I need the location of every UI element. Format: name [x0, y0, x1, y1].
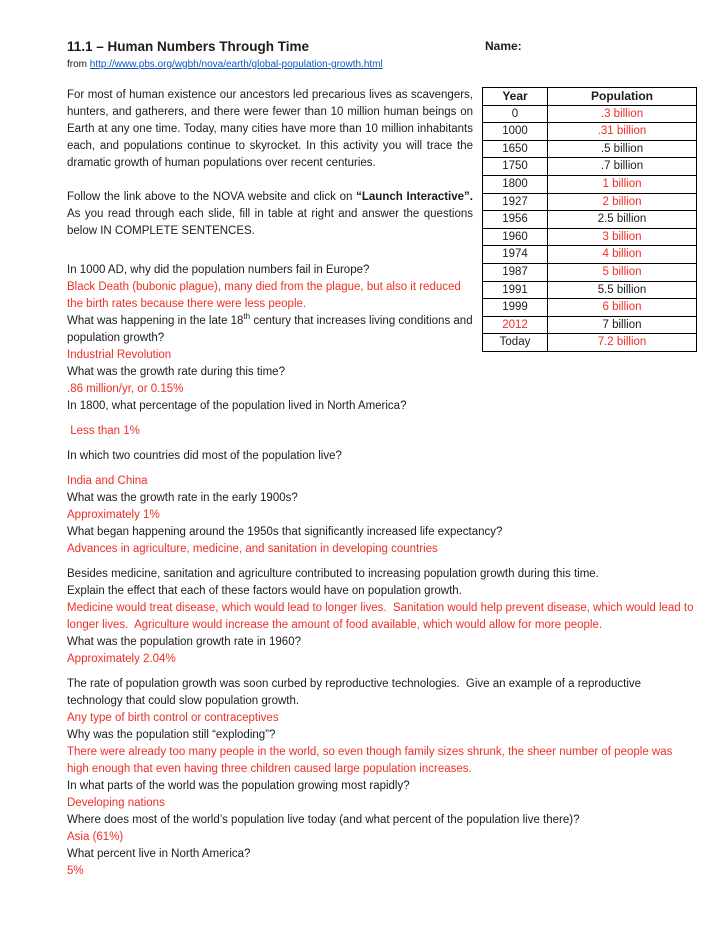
text-segment: 5%	[67, 865, 84, 877]
text-segment: Besides medicine, sanitation and agriculture contributed to increasing population growth during this time.	[67, 568, 599, 580]
population-cell: 3 billion	[548, 228, 697, 246]
year-cell: Today	[483, 334, 548, 352]
answer-text	[67, 795, 697, 812]
text-segment: In which two countries did most of the population live?	[67, 450, 342, 462]
text-segment: The rate of population growth was soon curbed by reproductive technologies. Give an example of a reproductive technology that could slow population growth.	[67, 678, 645, 707]
answer-text	[67, 600, 697, 634]
text-segment: In what parts of the world was the population growing most rapidly?	[67, 780, 410, 792]
text-segment: What was the growth rate during this time?	[67, 366, 285, 378]
population-cell: .5 billion	[548, 140, 697, 158]
question-text	[67, 398, 697, 415]
name-label: Name:	[485, 39, 522, 53]
table-header-row	[483, 88, 697, 106]
text-segment: Medicine would treat disease, which would lead to longer lives. Sanitation would help prevent disease, which would lead to longer lives. Agriculture would increase the amount of food available, which would allow for more people.	[67, 602, 697, 631]
text-segment: Any type of birth control or contraceptives	[67, 712, 279, 724]
year-cell: 1987	[483, 263, 548, 281]
year-cell: 1960	[483, 228, 548, 246]
text-segment: What was the population growth rate in 1960?	[67, 636, 301, 648]
table-row	[483, 123, 697, 141]
year-cell: 1650	[483, 140, 548, 158]
table-row	[483, 299, 697, 317]
answer-text	[67, 829, 697, 846]
text-segment: Explain the effect that each of these factors would have on population growth.	[67, 585, 462, 597]
population-cell: .31 billion	[548, 123, 697, 141]
population-cell: 4 billion	[548, 246, 697, 264]
question-text	[67, 634, 697, 651]
text-segment: What began happening around the 1950s that significantly increased life expectancy?	[67, 526, 503, 538]
text-segment: India and China	[67, 475, 148, 487]
text-segment: Industrial Revolution	[67, 349, 172, 361]
text-segment: What was happening in the late 18	[67, 315, 244, 327]
intro-paragraph-2-text: As you read through each slide, fill in table at right and answer the questions below IN COMPLETE SENTENCES.	[67, 191, 479, 237]
text-segment: Why was the population still “exploding”?	[67, 729, 276, 741]
answer-text	[67, 381, 697, 398]
population-cell: 7 billion	[548, 316, 697, 334]
table-row	[483, 228, 697, 246]
year-cell: 1956	[483, 211, 548, 229]
question-text	[67, 448, 697, 465]
year-cell: 1800	[483, 175, 548, 193]
answer-text	[67, 507, 697, 524]
question-text	[67, 566, 697, 583]
source-line	[67, 58, 697, 71]
table-row	[483, 334, 697, 352]
intro-paragraph-1: For most of human existence our ancestors led precarious lives as scavengers, hunters, and gatherers, and there were fewer than 10 million human beings on Earth at any one time. Today, many cities have more than 10 million inhabitants each, and populations continue to skyrocket. In this activity you will trace the dramatic growth of human populations over recent centuries.	[67, 89, 477, 169]
question-text	[67, 364, 697, 381]
launch-interactive-bold-text: “Launch Interactive”.	[356, 191, 473, 203]
header-row	[67, 38, 697, 55]
text-segment: Black Death (bubonic plague), many died from the plague, but also it reduced the birth rates because there were less people.	[67, 281, 464, 310]
question-text	[67, 812, 697, 829]
question-text	[67, 490, 697, 507]
text-segment: In 1800, what percentage of the population lived in North America?	[67, 400, 407, 412]
text-segment: What was the growth rate in the early 1900s?	[67, 492, 298, 504]
text-segment: There were already too many people in the world, so even though family sizes shrunk, the sheer number of people was high enough that even having three children caused large population increases.	[67, 746, 676, 775]
table-row	[483, 140, 697, 158]
answer-text	[67, 651, 697, 668]
question-text	[67, 727, 697, 744]
year-cell: 1974	[483, 246, 548, 264]
text-segment: Approximately 1%	[67, 509, 160, 521]
question-text	[67, 583, 697, 600]
answer-text	[67, 473, 697, 490]
year-column-header: Year	[483, 88, 548, 106]
table-row	[483, 246, 697, 264]
population-cell: 1 billion	[548, 175, 697, 193]
population-cell: 7.2 billion	[548, 334, 697, 352]
year-cell: 2012	[483, 316, 548, 334]
text-segment: Approximately 2.04%	[67, 653, 176, 665]
answer-text	[67, 863, 697, 880]
population-cell: .3 billion	[548, 105, 697, 123]
table-row	[483, 263, 697, 281]
population-cell: 5 billion	[548, 263, 697, 281]
question-text	[67, 778, 697, 795]
text-segment: Less than 1%	[67, 425, 140, 437]
population-cell: 6 billion	[548, 299, 697, 317]
text-segment: century that increases living conditions and population growth?	[67, 315, 476, 344]
year-cell: 1927	[483, 193, 548, 211]
text-segment: Advances in agriculture, medicine, and sanitation in developing countries	[67, 543, 438, 555]
text-segment: Where does most of the world’s population live today (and what percent of the population live there)?	[67, 814, 580, 826]
source-link[interactable]: http://www.pbs.org/wgbh/nova/earth/global-population-growth.html	[89, 59, 383, 70]
answer-text	[67, 541, 697, 558]
page-title: 11.1 – Human Numbers Through Time	[67, 39, 310, 54]
table-row	[483, 158, 697, 176]
table-row	[483, 193, 697, 211]
year-cell: 1999	[483, 299, 548, 317]
year-cell: 1991	[483, 281, 548, 299]
intro-paragraph-2-text: Follow the link above to the NOVA website and click on	[67, 191, 357, 203]
population-cell: 2 billion	[548, 193, 697, 211]
text-segment: .86 million/yr, or 0.15%	[67, 383, 184, 395]
population-table	[482, 87, 697, 352]
question-text	[67, 676, 697, 710]
year-cell: 1750	[483, 158, 548, 176]
table-row	[483, 281, 697, 299]
population-column-header: Population	[548, 88, 697, 106]
content-area	[67, 87, 697, 880]
text-segment: What percent live in North America?	[67, 848, 251, 860]
answer-text	[67, 710, 697, 727]
year-cell: 1000	[483, 123, 548, 141]
answer-text	[67, 423, 697, 440]
table-row	[483, 105, 697, 123]
question-text	[67, 846, 697, 863]
text-segment: In 1000 AD, why did the population numbers fail in Europe?	[67, 264, 370, 276]
table-row	[483, 175, 697, 193]
superscript-text: th	[243, 312, 251, 322]
population-cell: 2.5 billion	[548, 211, 697, 229]
population-cell: .7 billion	[548, 158, 697, 176]
year-cell: 0	[483, 105, 548, 123]
answer-text	[67, 744, 697, 778]
text-segment: Asia (61%)	[67, 831, 124, 843]
table-row	[483, 316, 697, 334]
table-row	[483, 211, 697, 229]
population-cell: 5.5 billion	[548, 281, 697, 299]
text-segment: Developing nations	[67, 797, 165, 809]
source-prefix: from	[67, 59, 90, 70]
question-text	[67, 524, 697, 541]
qa-section	[67, 262, 697, 880]
